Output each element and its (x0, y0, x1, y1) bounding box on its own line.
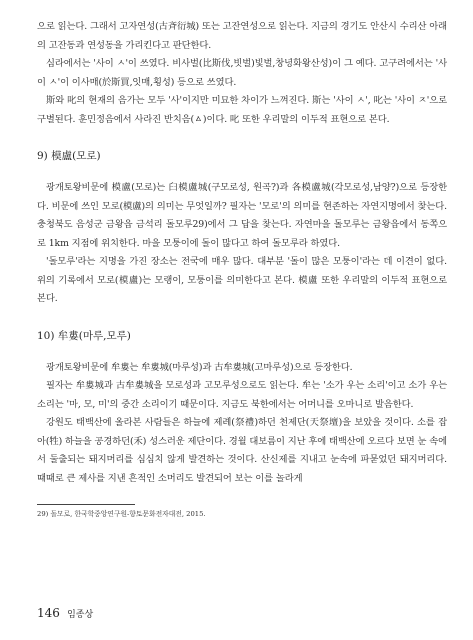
document-page (37, 18, 447, 520)
author-name: 임종상 (67, 610, 94, 620)
section-heading-10: 10) 牟婁(마루,모루) (37, 329, 131, 342)
page-number: 146 (37, 606, 60, 620)
footnote-29: 29) 돌모로, 한국학중앙연구원-향토문화전자대전, 2015. (37, 510, 206, 518)
paragraph-maru-reading: 필자는 牟婁城과 古牟婁城을 모로성과 고모루성으로도 읽는다. 牟는 '소가 우는 소리'이고 소가 우는 소리는 '마, 모, 미'의 중간 소리이기 때문이다. 지금도 북한에서는 어머니를 오마니로 발음한다. (37, 380, 447, 410)
page-footer (37, 606, 93, 620)
footnote-divider (37, 504, 135, 505)
paragraph-maru-intro: 광개토왕비문에 牟婁는 牟婁城(마루성)과 古牟婁城(고마루성)으로 등장한다. (46, 361, 353, 373)
section-heading-9: 9) 模盧(모로) (37, 150, 101, 162)
paragraph-sa-ji-comparison: 斯와 叱의 현재의 음가는 모두 '사'이지만 미묘한 차이가 느껴진다. 斯는 '사이 ㅅ', 叱는 '사이 ㅈ'으로 구별된다. 훈민정음에서 사라진 반치음(ㅿ)이다. 叱 또한 우리말의 이두적 표현으로 본다. (37, 95, 447, 125)
paragraph-silla-sai-s: 심라에서는 '사이 ㅅ'이 쓰였다. 비사벌(比斯伐,빗벌)빛벌,창녕화왕산성)이 그 예다. 고구려에서는 '사이 ㅅ'이 이사매(於斯買,잇매,횡성) 등으로 쓰였다. (37, 58, 447, 88)
paragraph-dolmoru: '돌모루'라는 지명을 가진 장소는 전국에 매우 많다. 대부분 '돌이 많은 모퉁이'라는 데 이견이 없다. 위의 기록에서 모로(模盧)는 모랭이, 모퉁이를 의미한다고 본다. 模盧 또한 우리말의 이두적 표현으로 본다. (37, 256, 447, 304)
paragraph-continuation: 으로 읽는다. 그래서 고자연성(古斉衍城) 또는 고잔연성으로 읽는다. 지금의 경기도 안산시 수리산 아래의 고잔동과 연성동을 가리킨다고 판단한다. (37, 21, 447, 51)
paragraph-moro-meaning: 광개토왕비문에 模盧(모로)는 臼模盧城(구모로성, 원곡?)과 各模盧城(각모로성,남양?)으로 등장한다. 비문에 쓰인 모로(模盧)의 의미는 무엇일까? 필자는 '모로'의 의미를 현존하는 자연지명에서 찾는다. 충청북도 음성군 금왕읍 금석리 돌모루29)에서 그 답을 찾는다. 자연마을 돌모루는 금왕읍에서 동쪽으로 1km 지점에 위치한다. 마을 모퉁이에 돌이 많다고 하여 돌모루라 하였다. (37, 182, 447, 249)
paragraph-taebaeksan: 강원도 태백산에 올라본 사람들은 하늘에 제례(祭禮)하던 천제단(天祭壇)을 보았을 것이다. 소를 잡아(牲) 하늘을 공경하던(禾) 성스러운 제단이다. 경월 대보름이 지난 후에 태백산에 오르다 보면 눈 속에서 둘출되는 돼지머리를 심심치 않게 발견하는 것이다. 산신제를 지내고 눈속에 파묻었던 돼지머리다. 때때로 큰 제사를 지낸 흔적인 소머리도 발견되어 보는 이를 놀라게 (37, 417, 447, 484)
